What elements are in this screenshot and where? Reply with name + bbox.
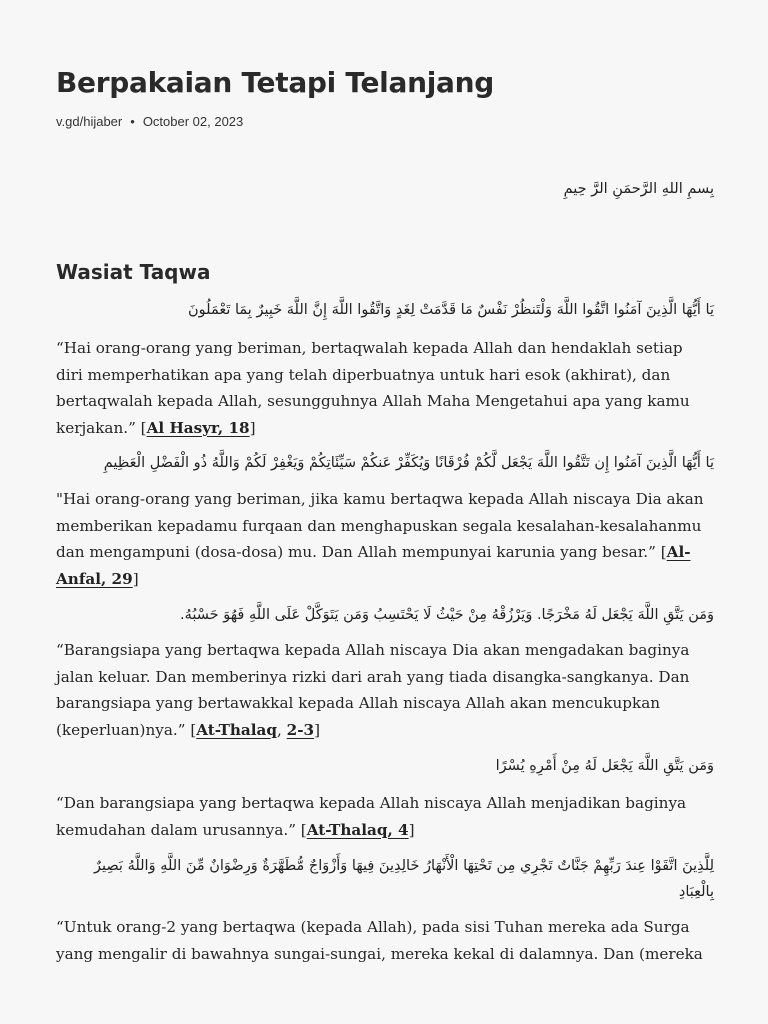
bracket: ] [132,569,139,588]
verse-translation-1 [56,335,714,441]
article-meta [56,114,243,129]
publish-date: October 02, 2023 [142,114,244,129]
verse-translation-2 [56,486,714,592]
reference-separator: , [276,720,287,739]
verse-arabic-1: يَا أَيُّهَا الَّذِينَ آمَنُوا اتَّقُوا اللَّهَ وَلْتَنظُرْ نَفْسٌ مَا قَدَّمَتْ لِغَدٍ وَاتَّقُوا اللَّهَ إِنَّ اللَّهَ خَبِيرٌ بِمَا تَعْمَلُونَ [188,302,714,318]
verse-arabic-3: وَمَن يَتَّقِ اللَّهَ يَجْعَل لَهُ مَخْرَجًا. وَيَرْزُقْهُ مِنْ حَيْثُ لَا يَحْتَسِبُ وَمَن يَتَوَكَّلْ عَلَى اللَّهِ فَهُوَ حَسْبُهُ. [179,607,714,623]
translation-text: “Dan barangsiapa yang bertaqwa kepada Allah niscaya Allah menjadikan baginya kemudahan dalam urusannya.” [ [56,794,687,839]
bracket: ] [314,720,321,739]
bracket: ] [249,418,256,437]
verse-translation-3 [56,637,714,743]
section-heading: Wasiat Taqwa [56,260,211,284]
verse-arabic-2: يَا أَيُّهَا الَّذِينَ آمَنُوا إِن تَتَّقُوا اللَّهَ يَجْعَل لَّكُمْ فُرْقَانًا وَيُكَفِّرْ عَنكُمْ سَيِّئَاتِكُمْ وَيَغْفِرْ لَكُمْ وَاللَّهُ ذُو الْفَضْلِ الْعَظِيمِ [103,455,714,471]
translation-text: “Hai orang-orang yang beriman, bertaqwalah kepada Allah dan hendaklah setiap diri memperhatikan apa yang telah diperbuatnya untuk hari esok (akhirat), dan bertaqwalah kepada Allah, sesungguhnya Allah Maha Mengetahui apa yang kamu kerjakan.” [ [56,339,690,437]
verse-arabic-5: لِلَّذِينَ اتَّقَوْا عِندَ رَبِّهِمْ جَنَّاتٌ تَجْرِي مِن تَحْتِهَا الْأَنْهَارُ خَالِدِينَ فِيهَا وَأَزْوَاجٌ مُّطَهَّرَةٌ وَرِضْوَانٌ مِّنَ اللَّهِ وَاللَّهُ بَصِيرٌ بِالْعِبَادِ [93,858,714,900]
reference-link[interactable]: At-Thalaq [196,720,277,739]
verse-translation-5 [56,914,714,967]
translation-text: “Barangsiapa yang bertaqwa kepada Allah niscaya Dia akan mengadakan baginya jalan keluar. Dan memberinya rizki dari arah yang tiada disangka-sangkanya. Dan barangsiapa yang bertawakkal kepada Allah niscaya Allah akan mencukupkan (keperluan)nya.” [ [56,641,690,739]
source-link[interactable]: v.gd/hijaber [56,114,123,129]
page-title: Berpakaian Tetapi Telanjang [56,66,494,99]
basmalah: بِسمِ اللهِ الرَّحمَنِ الرَّ حِيمِ [563,181,714,197]
reference-link[interactable]: 2-3 [286,720,315,739]
reference-link[interactable]: Al Hasyr, 18 [146,418,250,437]
verse-translation-4 [56,790,714,843]
reference-link[interactable]: At-Thalaq, 4 [306,820,409,839]
translation-text: “Untuk orang-2 yang bertaqwa (kepada Allah), pada sisi Tuhan mereka ada Surga yang mengalir di bawahnya sungai-sungai, mereka kekal di dalamnya. Dan (mereka [56,918,703,963]
reference-link[interactable]: Al-Anfal, 29 [56,543,691,588]
bracket: ] [408,820,415,839]
meta-separator: • [130,114,135,129]
translation-text: "Hai orang-orang yang beriman, jika kamu bertaqwa kepada Allah niscaya Dia akan memberikan kepadamu furqaan dan menghapuskan segala kesalahan-kesalahanmu dan mengampuni (dosa-dosa) mu. Dan Allah mempunyai karunia yang besar.” [ [56,490,704,561]
verse-arabic-4: وَمَن يَتَّقِ اللَّهَ يَجْعَل لَهُ مِنْ أَمْرِهِ يُسْرًا [495,758,714,774]
